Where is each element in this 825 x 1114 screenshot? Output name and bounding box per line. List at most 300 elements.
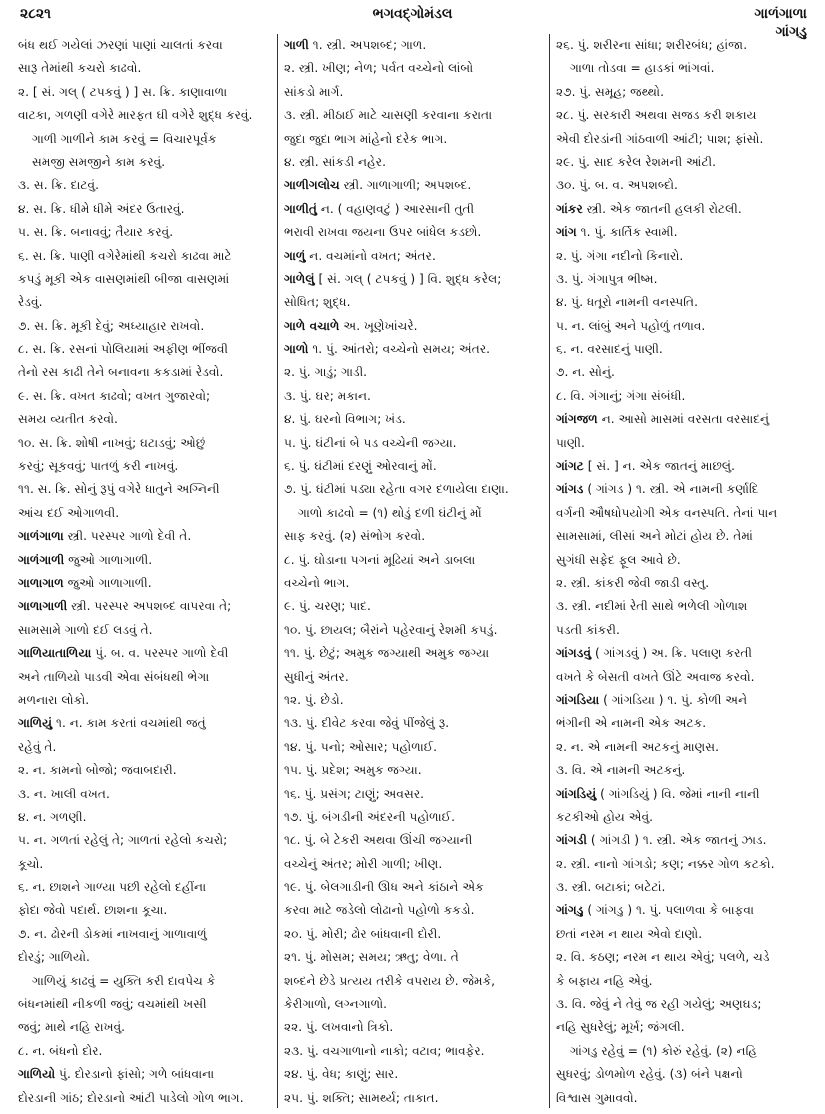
definition-line [284, 291, 542, 314]
headword: ગાંગડિયા [556, 692, 600, 707]
definition-text: ૯. સ. ક્રિ. વખત કાઢવો; વખત ગુજારવો; [18, 388, 211, 403]
headword: ગાંગજળ [556, 412, 598, 427]
definition-line [18, 455, 272, 478]
column-divider [549, 34, 550, 1108]
definition-text: ૨૫. પું. શક્તિ; સામર્થ્ય; તાકાત. [284, 1090, 439, 1105]
definition-line [556, 385, 810, 408]
definition-text: સુગંધી સફેદ ફૂલ આવે છે. [556, 552, 681, 567]
definition-text: ( ગાંગડુ ) ૧. પું. પલાળવા કે બાફવા [587, 903, 754, 918]
definition-line [284, 478, 542, 501]
definition-line [18, 829, 272, 852]
headword: ગાળેલું [284, 271, 315, 286]
definition-text: ન. ( વહાણવટું ) આરસાની તુતી [320, 201, 475, 216]
definition-line [18, 338, 272, 361]
definition-line [284, 572, 542, 595]
definition-line [556, 759, 810, 782]
headword: ગાળાગાળી [18, 599, 68, 614]
definition-text: સમજી સમજીને કામ કરવું. [32, 154, 166, 169]
definition-text: જવું; માથે નહિ રાખવું. [18, 1020, 126, 1035]
definition-line [556, 993, 810, 1016]
definition-line [556, 736, 810, 759]
definition-line [18, 946, 272, 969]
definition-text: ૪. પું. ધતૂરો નામની વનસ્પતિ. [556, 295, 699, 310]
definition-line [18, 81, 272, 104]
headword: ગાળંગાળી [18, 552, 65, 567]
definition-text: ૨. ન. કામનો બોજો; જવાબદારી. [18, 763, 177, 778]
headword: ગાળિયો [18, 1067, 56, 1082]
definition-text: જુઓ ગાળાગાળી. [68, 552, 153, 567]
definition-text: ૮. ન. બંધનો દોર. [18, 1043, 103, 1058]
definition-text: છતાં નરમ ન થાય એવો દાણો. [556, 926, 703, 941]
definition-line [284, 853, 542, 876]
definition-text: ૨૦. પું. મોરી; ઢોર બાંધવાની દોરી. [284, 926, 442, 941]
headword: ગાળે વચાળે [284, 318, 340, 333]
definition-text: કરવું; સૂકવવું; પાતળું કરી નાખવું. [18, 459, 179, 474]
definition-text: ૬. સ. ક્રિ. પાણી વગેરેમાંથી કચરો કાઢવા માટે [18, 248, 232, 263]
definition-line [284, 993, 542, 1016]
definition-text: ( ગાંગડી ) ૧. સ્ત્રી. એક જાતનું ઝાડ. [590, 833, 767, 848]
definition-line [18, 1016, 272, 1039]
entry-line [284, 245, 542, 268]
definition-line [18, 689, 272, 712]
definition-text: ૧. ન. કામ કરતાં વચમાંથી જતું [56, 716, 206, 731]
entry-line [556, 829, 810, 852]
entry-line [18, 549, 272, 572]
definition-text: તેનો રસ કાઢી તેને બનાવના કકડામાં રેડવો. [18, 365, 224, 380]
definition-text: ગાળા તોડવા = હાડકાં ભાંગવાં. [570, 61, 715, 76]
definition-text: વિશ્વાસ ગુમાવવો. [556, 1090, 638, 1105]
headword: ગાંકર [556, 201, 583, 216]
definition-line [284, 829, 542, 852]
definition-text: ૨. વિ. કઠણ; નરમ ન થાય એવું; પલળે, ચડે [556, 950, 770, 965]
entry-line [556, 408, 810, 431]
definition-line [284, 899, 542, 922]
definition-text: ૬. પું. ઘંટીમાં દરણું ઓરવાનું મોં. [284, 459, 437, 474]
definition-line [18, 759, 272, 782]
definition-text: ૧૧. સ. ક્રિ. સોનું રૂપું વગેરે ધાતુને અગ્નિની [18, 482, 220, 497]
definition-line [18, 245, 272, 268]
definition-text: ૪. પું. ઘરનો વિભાગ; ખંડ. [284, 412, 406, 427]
entry-line [284, 338, 542, 361]
definition-line [556, 806, 810, 829]
definition-text: સ્ત્રી. ગાળાગાળી; અપશબ્દ. [343, 178, 472, 193]
definition-text: [ સં. ગલ્ ( ટપકવું ) ] વિ. શુદ્ધ કરેલ; [318, 271, 502, 286]
definition-text: ૮. સ. ક્રિ. રસનાં પોલિયામાં અફીણ ભીંજવી [18, 342, 229, 357]
guide-word-last: ગાંગડુ [775, 24, 807, 40]
definition-text: ૧. પું. આંતરો; વચ્ચેનો સમય; અંતર. [312, 342, 491, 357]
definition-text: સારૂ તેમાંથી કચરો કાઢવો. [18, 61, 142, 76]
definition-text: ( ગાંગડિયું ) વિ. જેમાં નાની નાની [600, 786, 760, 801]
definition-text: ૨. સ્ત્રી. ખીણ; નેળ; પર્વત વચ્ચેનો લાંબો [284, 61, 474, 76]
definition-line [284, 666, 542, 689]
definition-text: કટકીઓ હોય એવું. [556, 809, 654, 824]
headword: ગાંગ [556, 225, 577, 240]
definition-line [556, 432, 810, 455]
definition-text: ૨. [ સં. ગલ્ ( ટપકવું ) ] સ. ક્રિ. કાણાવાળા [18, 84, 228, 99]
headword: ગાળો [284, 342, 309, 357]
definition-text: ૧૬. પું. પ્રસંગ; ટાણું; અવસર. [284, 786, 425, 801]
definition-text: સ્ત્રી. પરસ્પર ગાળો દેવી તે. [67, 529, 192, 544]
definition-text: ૧૮. પું. બે ટેકરી અથવા ઊંચી જગ્યાની [284, 833, 473, 848]
definition-text: ૬. ન. છાશને ગાળ્યા પછી રહેલો દહીંના [18, 880, 207, 895]
definition-line [18, 1087, 272, 1110]
definition-line [284, 595, 542, 618]
entry-line [18, 595, 272, 618]
guide-word-first: ગાળંગાળા [754, 6, 807, 22]
definition-line [18, 385, 272, 408]
definition-text: દોરડું; ગાળિયો. [18, 950, 90, 965]
entry-line [556, 642, 810, 665]
definition-line [18, 876, 272, 899]
column-3 [556, 34, 810, 1110]
definition-text: કેરીગાળો, લગ્નગાળો. [284, 997, 388, 1012]
definition-text: ગાળો કાઢવો = (૧) થોડું દળી ઘંટીનું મોં [298, 505, 482, 520]
definition-line [18, 619, 272, 642]
definition-line [18, 1040, 272, 1063]
definition-line [18, 34, 272, 57]
definition-text: અને તાળિયો પાડવી એવા સંબંધથી ભેગા [18, 669, 210, 684]
column-2 [284, 34, 542, 1110]
definition-line [556, 1087, 810, 1110]
headword: ગાંગડિયું [556, 786, 597, 801]
entry-line [556, 478, 810, 501]
definition-text: ૧૭. પું. બંગડીની અંદરની પહોળાઈ. [284, 809, 455, 824]
definition-line [18, 899, 272, 922]
definition-line [556, 525, 810, 548]
entry-line [556, 689, 810, 712]
definition-text: ૨. સ્ત્રી. નાનો ગાંગડો; કણ; નક્કર ગોળ કટકો. [556, 856, 775, 871]
definition-text: શબ્દને છેડે પ્રત્યય તરીકે વપરાય છે. જેમકે, [284, 973, 496, 988]
definition-line [284, 970, 542, 993]
definition-line [556, 876, 810, 899]
definition-line [556, 128, 810, 151]
headword: ગાંગડી [556, 833, 587, 848]
definition-line [18, 268, 272, 291]
definition-line [284, 1087, 542, 1110]
definition-line [556, 946, 810, 969]
definition-text: ૪. ન. ગળણી. [18, 809, 87, 824]
definition-line [556, 712, 810, 735]
definition-text: કૂચો. [18, 856, 44, 871]
definition-text: ૧૨. પું. છેડો. [284, 692, 344, 707]
definition-text: સામસામે ગાળો દઈ લડવું તે. [18, 622, 153, 637]
definition-text: બંધનમાંથી નીકળી જવું; વચમાંથી ખસી [18, 997, 207, 1012]
definition-line [556, 57, 810, 80]
entry-line [556, 198, 810, 221]
definition-line [284, 783, 542, 806]
definition-text: ૧૦. સ. ક્રિ. શોષી નાખવું; ઘટાડવું; ઓછું [18, 435, 206, 450]
definition-line [556, 268, 810, 291]
definition-text: પડતી કાંકરી. [556, 622, 620, 637]
definition-text: ૨૯. પું. સાદ કરેલ રેશમની આંટી. [556, 154, 717, 169]
definition-line [18, 128, 272, 151]
definition-text: પાણી. [556, 435, 585, 450]
entry-line [556, 899, 810, 922]
definition-text: સ્ત્રી. એક જાતની હલકી રોટલી. [586, 201, 742, 216]
definition-text: પું. દોરડાનો ફાંસો; ગળે બાંધવાના [59, 1067, 215, 1082]
definition-line [18, 502, 272, 525]
entry-line [284, 34, 542, 57]
definition-line [284, 549, 542, 572]
entry-line [284, 174, 542, 197]
definition-line [284, 502, 542, 525]
definition-line [556, 970, 810, 993]
definition-text: કરવા માટે જડેલો લોઢાનો પહોળો કકડો. [284, 903, 475, 918]
definition-line [18, 198, 272, 221]
definition-text: ૧૪. પું. પનો; ઓસાર; પહોળાઈ. [284, 739, 437, 754]
entry-line [556, 455, 810, 478]
definition-line [18, 361, 272, 384]
definition-text: ૧. પું. કાર્તિક સ્વામી. [580, 225, 678, 240]
definition-line [18, 408, 272, 431]
definition-line [18, 221, 272, 244]
definition-text: ૫. પું. ઘંટીનાં બે પડ વચ્ચેની જગ્યા. [284, 435, 457, 450]
definition-text: વાટકા, ગળણી વગેરે મારફત ઘી વગેરે શુદ્ધ કરવું. [18, 108, 253, 123]
definition-text: ગાળિયું કાઢવું = યુક્તિ કરી દાવપેચ કે [32, 973, 216, 988]
definition-line [18, 478, 272, 501]
definition-text: દોરડાની ગાંઠ; દોરડાનો આંટી પાડેલો ગોળ ભાગ. [18, 1090, 244, 1105]
definition-text: ન. વચમાંનો વખત; અંતર. [309, 248, 436, 263]
definition-text: બંધ થઈ ગયેલાં ઝરણાં પાણાં ચાલતાં કરવા [18, 38, 223, 52]
definition-text: ૩. સ. ક્રિ. દાટવું. [18, 178, 99, 193]
definition-line [284, 712, 542, 735]
definition-line [18, 315, 272, 338]
definition-line [556, 315, 810, 338]
definition-line [556, 34, 810, 57]
definition-text: ૩. પું. ઘર; મકાન. [284, 388, 371, 403]
definition-text: સોધિત; શુદ્ધ. [284, 295, 351, 310]
definition-text: રહેવું તે. [18, 739, 57, 754]
definition-line [556, 338, 810, 361]
definition-text: ૩. સ્ત્રી. બટાકાં; બટેટાં. [556, 880, 666, 895]
definition-line [556, 1040, 810, 1063]
definition-text: ૫. ન. ગળતાં રહેલું તે; ગાળતાં રહેલો કચરો; [18, 833, 228, 848]
definition-line [284, 1016, 542, 1039]
definition-text: ૬. ન. વરસાદનું પાણી. [556, 342, 663, 357]
definition-text: ૨૩. પું. વચગાળાનો નાકો; વટાવ; ભાવફેર. [284, 1043, 485, 1058]
definition-text: ન. આસો માસમાં વરસતા વરસાદનું [601, 412, 770, 427]
definition-text: ૩૦. પું. બ. વ. અપશબ્દો. [556, 178, 678, 193]
book-title: ભગવદ્ગોમંડલ [372, 6, 453, 22]
headword: ગાંગડ [556, 482, 584, 497]
definition-line [284, 408, 542, 431]
definition-text: ૧. સ્ત્રી. અપશબ્દ; ગાળ. [312, 38, 427, 52]
definition-text: ૭. ન. સોનું. [556, 365, 615, 380]
definition-text: ૧૩. પું. દીવેટ કરવા જેવું પીંજેલું રૂ. [284, 716, 450, 731]
definition-text: ૪. સ્ત્રી. સાંકડી નહેર. [284, 154, 386, 169]
headword: ગાળી [284, 38, 309, 52]
definition-text: જુદા જુદા ભાગ માંહેનો દરેક ભાગ. [284, 131, 448, 146]
definition-text: ૩. સ્ત્રી. મીઠાઈ માટે ચાસણી કરવાના કરાતા [284, 108, 493, 123]
entry-line [18, 1063, 272, 1086]
definition-line [284, 104, 542, 127]
definition-text: ૨૪. પું. વેધ; કાણું; સાર. [284, 1067, 399, 1082]
definition-text: સાફ કરવું. (૨) સંભોગ કરવો. [284, 529, 426, 544]
entry-line [18, 572, 272, 595]
definition-line [284, 619, 542, 642]
definition-line [284, 1040, 542, 1063]
definition-text: ૧૫. પું. પ્રદેશ; અમુક જગ્યા. [284, 763, 422, 778]
entry-line [556, 221, 810, 244]
definition-line [18, 174, 272, 197]
headword: ગાળીગલોચ [284, 178, 340, 193]
definition-text: ૭. સ. ક્રિ. મૂકી દેવું; અધ્યાહાર રાખવો. [18, 318, 205, 333]
definition-text: વખતે કે બેસતી વખતે ઊંટે અવાજ કરવો. [556, 669, 755, 684]
definition-text: સામસામાં, લીસાં અને મોટાં હોય છે. તેમાં [556, 529, 753, 544]
definition-text: ૧૧. પું. છેટું; અમુક જગ્યાથી અમુક જગ્યા [284, 646, 490, 661]
definition-text: મળનારા લોકો. [18, 692, 90, 707]
definition-text: ફોદા જેવો પદાર્થ. છાશના કૂચા. [18, 903, 168, 918]
definition-line [18, 57, 272, 80]
definition-line [556, 549, 810, 572]
column-1 [18, 34, 272, 1110]
definition-text: ૨. સ્ત્રી. કાંકરી જેવી જાડી વસ્તુ. [556, 575, 710, 590]
definition-text: વચ્ચેનું અંતર; મોરી ગાળી; ખીણ. [284, 856, 443, 871]
entry-line [556, 783, 810, 806]
headword: ગાળીતું [284, 201, 317, 216]
entry-line [284, 268, 542, 291]
headword: ગાળિયું [18, 716, 53, 731]
definition-text: ( ગાંગડવું ) અ. ક્રિ. પલાણ કરતી [594, 646, 752, 661]
definition-text: ૨. પું. ગાડું; ગાડી. [284, 365, 368, 380]
headword: ગાંગડવું [556, 646, 592, 661]
definition-text: આંચ દઈ ઓગાળવી. [18, 505, 120, 520]
definition-line [284, 1063, 542, 1086]
definition-text: ૨૮. પું. સરકારી અથવા સજડ કરી શકાય [556, 108, 757, 123]
headword: ગાળાગાળ [18, 575, 64, 590]
definition-text: ૨. ન. એ નામની અટકનું માણસ. [556, 739, 720, 754]
headword: ગાળિયાતાળિયા [18, 646, 92, 661]
definition-line [18, 666, 272, 689]
definition-text: કપડું મૂકી એક વાસણમાંથી બીજા વાસણમાં [18, 271, 230, 286]
definition-text: સ્ત્રી. પરસ્પર અપશબ્દ વાપરવા તે; [71, 599, 232, 614]
entry-line [284, 315, 542, 338]
definition-line [284, 736, 542, 759]
definition-line [556, 853, 810, 876]
entry-line [18, 712, 272, 735]
definition-text: અ. ખૂણેખાંચરે. [343, 318, 418, 333]
definition-text: ૭. ન. ઢોરની ડોકમાં નાખવાનું ગાળાવાળું [18, 926, 207, 941]
definition-text: ભંગીની એ નામની એક અટક. [556, 716, 707, 731]
definition-line [18, 104, 272, 127]
definition-line [284, 759, 542, 782]
headword: ગાંગટ [556, 459, 584, 474]
definition-line [18, 432, 272, 455]
definition-text: ૩. વિ. એ નામની અટકનું. [556, 763, 686, 778]
definition-text: નહિ સુધરેલું; મૂર્ખ; જંગલી. [556, 1020, 685, 1035]
definition-line [18, 970, 272, 993]
definition-text: ગાંગડુ રહેવું = (૧) કોરું રહેવું. (૨) નહિ [570, 1043, 758, 1058]
definition-line [18, 151, 272, 174]
definition-line [284, 455, 542, 478]
definition-text: ૨૨. પું. લખવાનો ત્રિકો. [284, 1020, 394, 1035]
definition-text: ૪. સ. ક્રિ. ધીમે ધીમે અંદર ઉતારવું. [18, 201, 185, 216]
definition-text: ૫. ન. લાંબું અને પહોળું તળાવ. [556, 318, 706, 333]
definition-text: ભરાવી રાખવા જયના ઉપર બાંધેલ કડછો. [284, 225, 482, 240]
definition-text: વચ્ચેનો ભાગ. [284, 575, 350, 590]
definition-text: જુઓ ગાળાગાળી. [67, 575, 152, 590]
definition-text: સુધરવું; ડોળમોળ રહેવું. (૩) બંને પક્ષનો [556, 1067, 743, 1082]
definition-line [556, 1016, 810, 1039]
definition-line [556, 923, 810, 946]
definition-text: ૨૭. પું. સમૂહ; જથ્થો. [556, 84, 664, 99]
definition-text: પું. બ. વ. પરસ્પર ગાળો દેવી [95, 646, 229, 661]
definition-line [18, 923, 272, 946]
definition-line [284, 432, 542, 455]
definition-text: સાંકડો માર્ગ. [284, 84, 344, 99]
definition-line [284, 806, 542, 829]
headword: ગાળંગાળા [18, 529, 64, 544]
definition-line [284, 689, 542, 712]
definition-text: ૨૬. પું. શરીરના સાંધા; શરીરબંધ; હાંજા. [556, 38, 748, 52]
definition-text: ૩. ન. ખાલી વખત. [18, 786, 110, 801]
definition-line [284, 361, 542, 384]
definition-line [18, 736, 272, 759]
definition-text: ૩. વિ. જેવું ને તેવું જ રહી ગયેલું; અણઘડ; [556, 997, 762, 1012]
definition-text: [ સં. ] ન. એક જાતનું માછલું. [587, 459, 735, 474]
definition-line [284, 642, 542, 665]
definition-text: સુધીનું અંતર. [284, 669, 349, 684]
definition-line [18, 853, 272, 876]
headword: ગાળું [284, 248, 306, 263]
definition-text: ૩. સ્ત્રી. નદીમાં રેતી સાથે ભળેલી ગોળાશ [556, 599, 748, 614]
definition-line [284, 81, 542, 104]
definition-text: ગાળી ગાળીને કામ કરવું = વિચારપૂર્વક [32, 131, 217, 146]
entry-line [18, 642, 272, 665]
definition-line [556, 104, 810, 127]
definition-line [284, 946, 542, 969]
definition-line [556, 1063, 810, 1086]
definition-line [556, 151, 810, 174]
definition-line [284, 128, 542, 151]
definition-line [284, 923, 542, 946]
definition-line [284, 385, 542, 408]
definition-text: સમય વ્યતીત કરવો. [18, 412, 118, 427]
definition-text: ( ગાંગડ ) ૧. સ્ત્રી. એ નામની કર્ણાદિ [587, 482, 759, 497]
definition-text: ૭. પું. ઘંટીમાં પડ્યા રહેતા વગર દળાયેલા દાણા. [284, 482, 509, 497]
definition-text: ૮. પું. ઘોડાના પગનાં મૂઢિયાં અને ડાબલા [284, 552, 476, 567]
definition-text: ૧૯. પું. બેલગાડીની ઊધ અને કાંઠાને એક [284, 880, 484, 895]
definition-line [18, 291, 272, 314]
definition-line [284, 151, 542, 174]
definition-text: ૯. પું. ચરણ; પાદ. [284, 599, 371, 614]
definition-line [556, 502, 810, 525]
headword: ગાંગડુ [556, 903, 584, 918]
definition-text: એવી દોરડાંની ગાંઠવાળી આંટી; પાશ; ફાંસો. [556, 131, 764, 146]
definition-line [556, 619, 810, 642]
definition-text: ૮. વિ. ગંગાનું; ગંગા સંબંધી. [556, 388, 686, 403]
definition-line [18, 783, 272, 806]
definition-line [556, 174, 810, 197]
definition-text: ૩. પું. ગંગાપુત્ર ભીષ્મ. [556, 271, 658, 286]
definition-text: કે બફાય નહિ એવું. [556, 973, 653, 988]
definition-line [556, 291, 810, 314]
entry-line [284, 198, 542, 221]
definition-line [284, 525, 542, 548]
definition-text: રેડવું. [18, 295, 43, 310]
definition-line [556, 595, 810, 618]
page-number: ૨૮૨૧ [20, 6, 51, 22]
definition-line [18, 806, 272, 829]
definition-line [556, 245, 810, 268]
definition-text: ૨. પું. ગંગા નદીનો કિનારો. [556, 248, 684, 263]
definition-line [556, 81, 810, 104]
definition-line [556, 572, 810, 595]
definition-line [284, 57, 542, 80]
definition-text: ૨૧. પું. મોસમ; સમય; ઋતુ; વેળા. તે [284, 950, 459, 965]
definition-text: વર્ગની ઔષધોપયોગી એક વનસ્પતિ. તેનાં પાન [556, 505, 778, 520]
column-divider [277, 34, 278, 1108]
